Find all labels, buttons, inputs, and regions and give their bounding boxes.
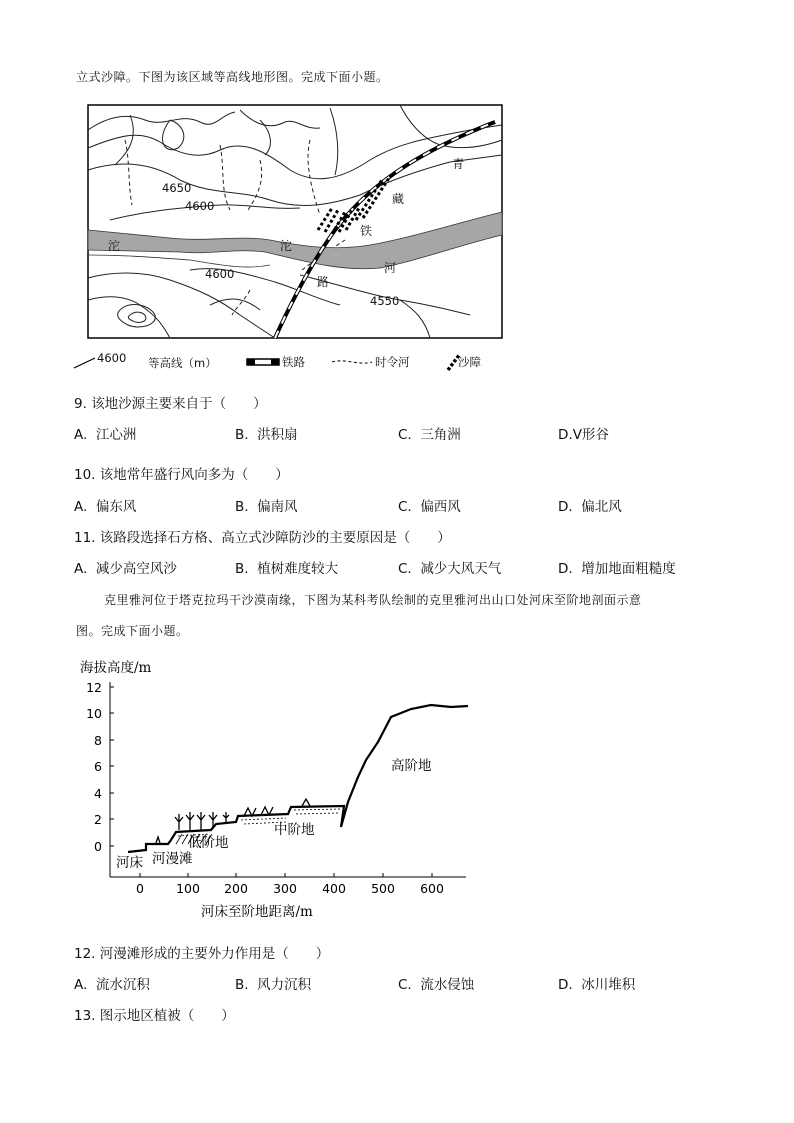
y-tick-12: 12 xyxy=(86,680,102,695)
label-floodplain: 河漫滩 xyxy=(152,851,193,867)
label-riverbed: 河床 xyxy=(116,855,143,871)
contour-label-4550: 4550 xyxy=(370,294,400,308)
question-11: 11. 该路段选择石方格、高立式沙障防沙的主要原因是（ ） xyxy=(74,530,451,546)
y-tick-2: 2 xyxy=(94,812,102,827)
question-9-option-d[interactable]: D.V形谷 xyxy=(558,427,609,443)
river-label-tuo-1: 沱 xyxy=(108,239,121,253)
x-tick-200: 200 xyxy=(224,881,248,896)
legend-seasonal-label: 时令河 xyxy=(375,355,410,369)
railway-label-tie: 铁 xyxy=(360,224,373,238)
x-tick-100: 100 xyxy=(176,881,200,896)
question-12-option-b[interactable]: B. 风力沉积 xyxy=(235,977,312,993)
question-11-option-c[interactable]: C. 减少大风天气 xyxy=(398,561,502,577)
x-tick-0: 0 xyxy=(136,881,144,896)
railway-label-qing: 青 xyxy=(452,157,465,171)
label-mid-terrace: 中阶地 xyxy=(274,822,315,838)
question-9-option-a[interactable]: A. 江心洲 xyxy=(74,427,137,443)
legend-contour-label: 等高线（m） xyxy=(148,356,217,370)
intro-text-2-line-1: 克里雅河位于塔克拉玛干沙漠南缘，下图为某科考队绘制的克里雅河出山口处河床至阶地剖面示意 xyxy=(104,593,642,607)
question-12-option-c[interactable]: C. 流水侵蚀 xyxy=(398,977,475,993)
intro-text-2-line-2: 图。完成下面小题。 xyxy=(76,624,189,638)
intro-text: 立式沙障。下图为该区域等高线地形图。完成下面小题。 xyxy=(76,70,389,84)
legend-contour-value: 4600 xyxy=(97,351,127,365)
question-9-option-c[interactable]: C. 三角洲 xyxy=(398,427,461,443)
legend-railway-label: 铁路 xyxy=(282,355,305,369)
question-12-option-a[interactable]: A. 流水沉积 xyxy=(74,977,150,993)
question-10: 10. 该地常年盛行风向多为（ ） xyxy=(74,467,289,483)
question-12-option-d[interactable]: D. 冰川堆积 xyxy=(558,977,636,993)
contour-map xyxy=(70,100,510,375)
y-tick-8: 8 xyxy=(94,733,102,748)
question-11-option-a[interactable]: A. 减少高空风沙 xyxy=(74,561,177,577)
question-10-option-c[interactable]: C. 偏西风 xyxy=(398,499,461,515)
y-tick-0: 0 xyxy=(94,839,102,854)
question-9-option-b[interactable]: B. 洪积扇 xyxy=(235,427,298,443)
x-tick-300: 300 xyxy=(273,881,297,896)
legend-barrier-label: 沙障 xyxy=(458,355,481,369)
question-11-option-b[interactable]: B. 植树难度较大 xyxy=(235,561,339,577)
question-10-option-d[interactable]: D. 偏北风 xyxy=(558,499,622,515)
river-label-he: 河 xyxy=(384,261,397,275)
x-tick-500: 500 xyxy=(371,881,395,896)
y-tick-4: 4 xyxy=(94,786,102,801)
question-12: 12. 河漫滩形成的主要外力作用是（ ） xyxy=(74,946,330,962)
contour-label-4650: 4650 xyxy=(162,181,192,195)
question-11-option-d[interactable]: D. 增加地面粗糙度 xyxy=(558,561,676,577)
y-axis-label: 海拔高度/m xyxy=(80,660,152,676)
question-10-option-b[interactable]: B. 偏南风 xyxy=(235,499,298,515)
map-legend xyxy=(74,351,481,370)
y-tick-10: 10 xyxy=(86,706,102,721)
y-tick-6: 6 xyxy=(94,759,102,774)
label-low-terrace: 低阶地 xyxy=(188,835,229,851)
terrace-profile-diagram xyxy=(76,652,496,927)
question-9: 9. 该地沙源主要来自于（ ） xyxy=(74,396,267,412)
railway-label-lu: 路 xyxy=(317,275,330,289)
railway-label-zang: 藏 xyxy=(392,192,405,206)
contour-label-4600-north: 4600 xyxy=(185,199,215,213)
x-tick-400: 400 xyxy=(322,881,346,896)
x-axis-label: 河床至阶地距离/m xyxy=(201,904,313,920)
x-tick-600: 600 xyxy=(420,881,444,896)
question-13: 13. 图示地区植被（ ） xyxy=(74,1008,235,1024)
map-frame xyxy=(88,105,502,338)
question-10-option-a[interactable]: A. 偏东风 xyxy=(74,499,137,515)
contour-label-4600-south: 4600 xyxy=(205,267,235,281)
label-high-terrace: 高阶地 xyxy=(391,758,432,774)
river-label-tuo-2: 沱 xyxy=(280,239,293,253)
